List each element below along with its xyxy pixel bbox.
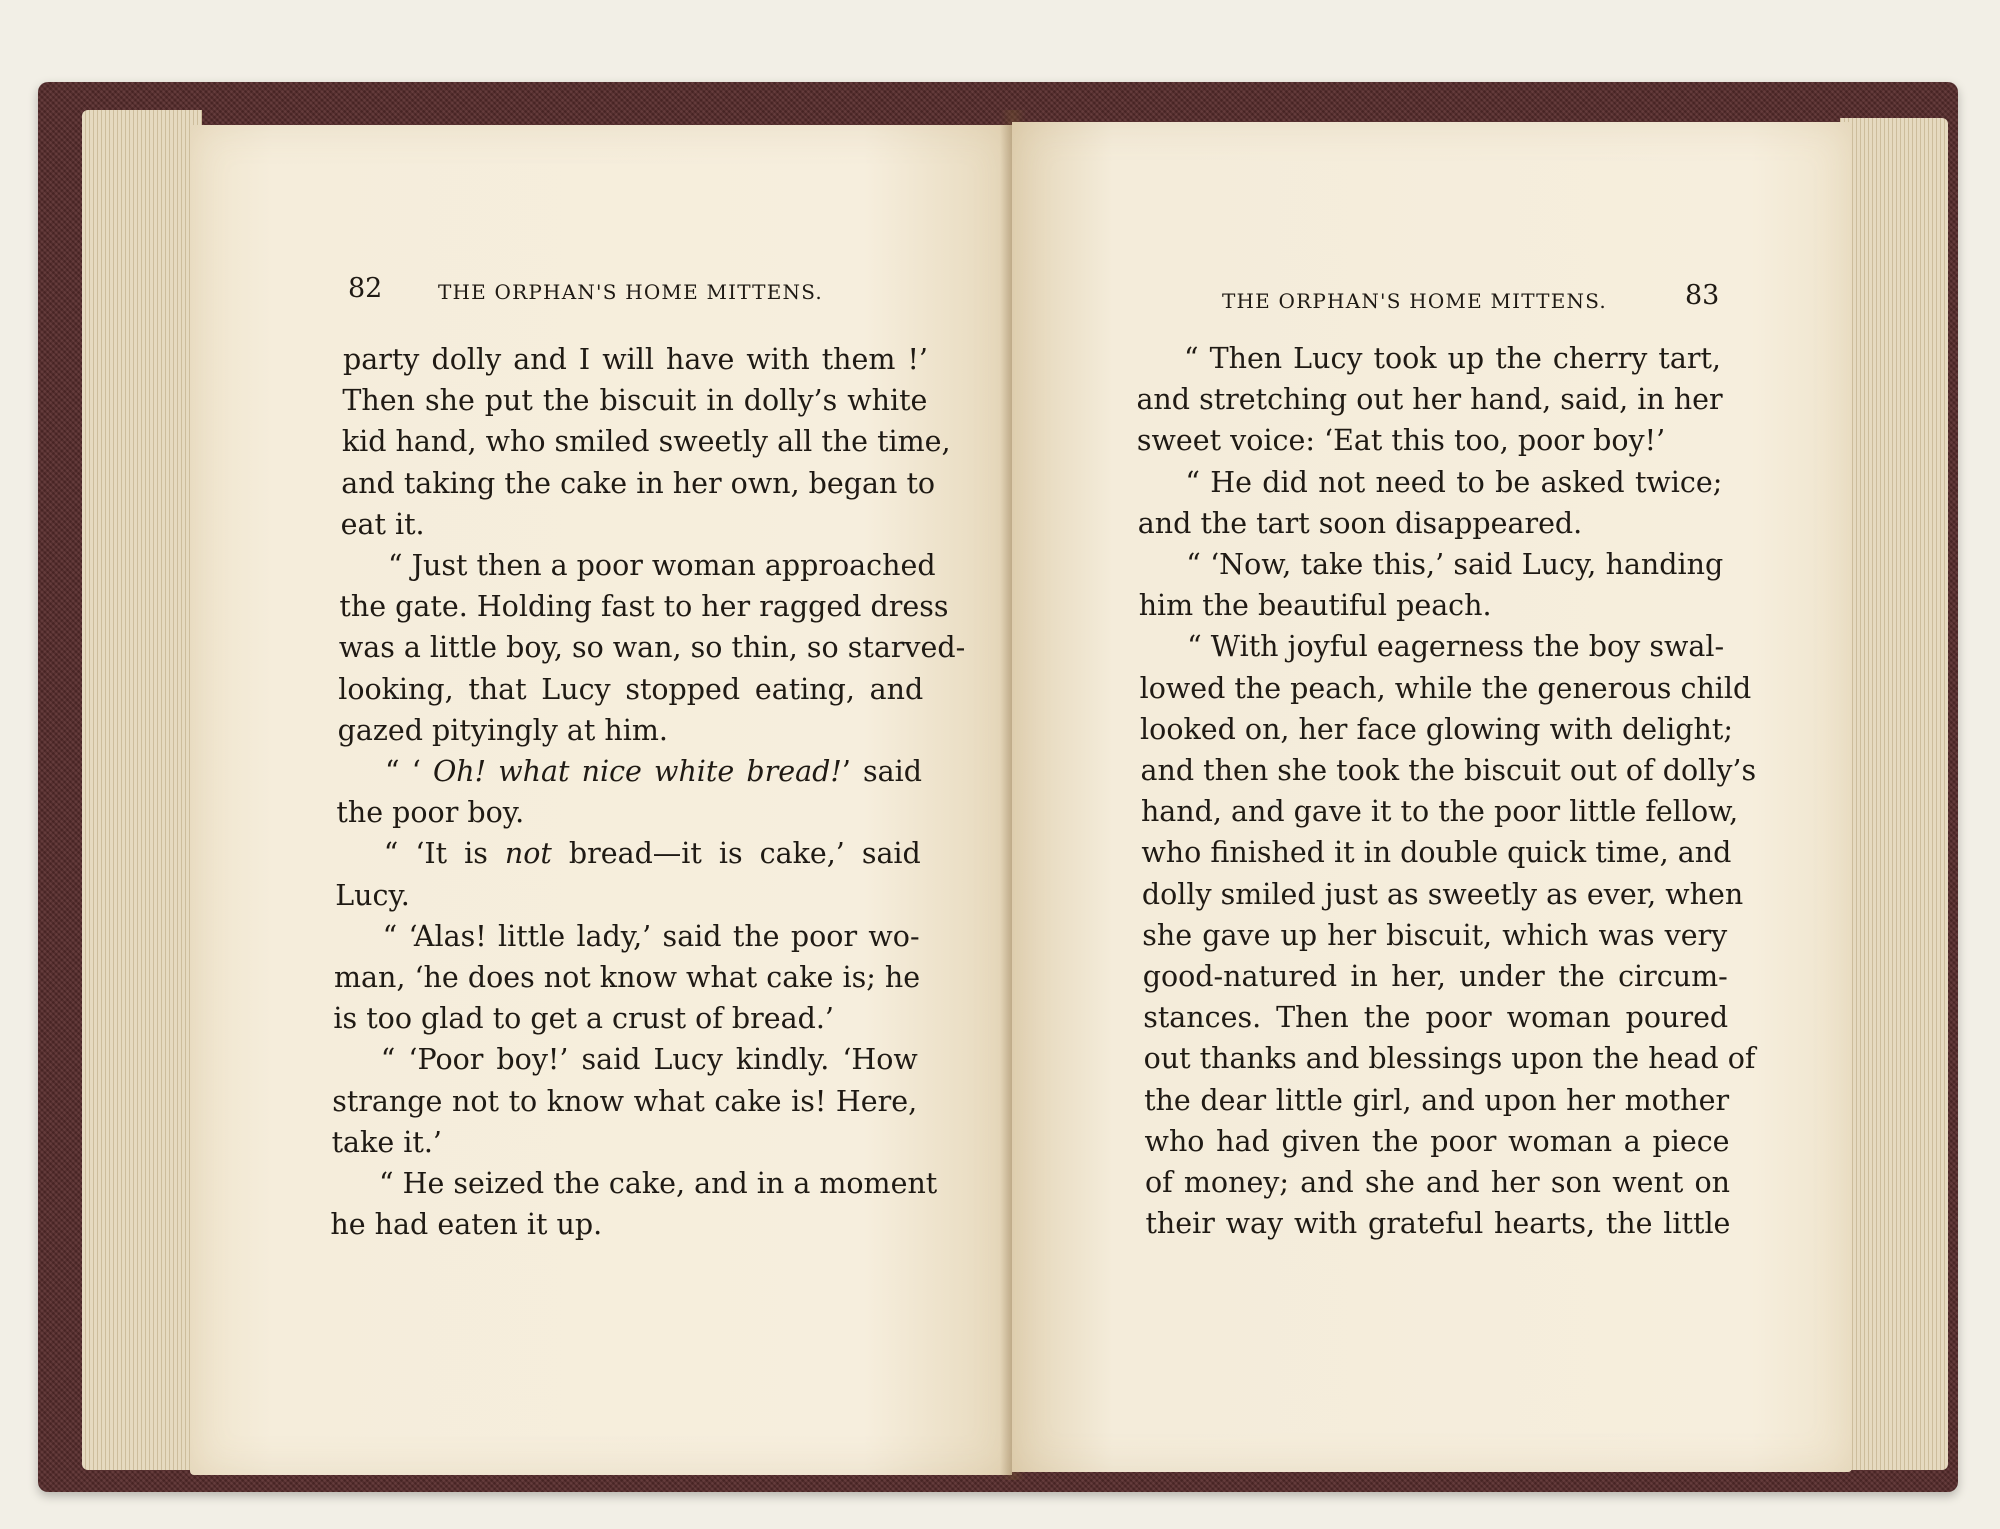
text-line: “ ‘Poor boy!’ said Lucy kindly. ‘How <box>380 1043 918 1077</box>
text-line: sweet voice: ‘Eat this too, poor boy!’ <box>1136 424 1666 458</box>
text-line: “ ‘It is not bread—it is cake,’ said <box>383 837 921 871</box>
page-number-left: 82 <box>348 273 383 304</box>
running-head-left: THE ORPHAN'S HOME MITTENS. <box>438 280 823 304</box>
text-line: out thanks and blessings upon the head of <box>1143 1042 1756 1076</box>
right-page <box>1012 122 1852 1472</box>
text-line: “ He seized the cake, and in a moment <box>379 1167 938 1200</box>
text-line: and the tart soon disappeared. <box>1137 506 1583 540</box>
text-line: “ With joyful eagerness the boy swal- <box>1187 630 1725 664</box>
text-line: the poor boy. <box>336 796 525 830</box>
text-line: eat it. <box>340 507 425 541</box>
text-line: strange not to know what cake is! Here, <box>332 1084 918 1118</box>
text-line: kid hand, who smiled sweetly all the time, <box>341 425 951 459</box>
page-number-right: 83 <box>1685 280 1720 311</box>
text-line: “ ‘ Oh! what nice white bread!’ said <box>385 755 922 788</box>
text-line: their way with grateful hearts, the little <box>1145 1207 1731 1241</box>
text-line: she gave up her biscuit, which was very <box>1142 918 1728 952</box>
text-line: stances. Then the poor woman poured <box>1143 1001 1729 1035</box>
text-line: and then she took the biscuit out of dolly’s <box>1140 754 1757 787</box>
text-line: good-natured in her, under the circum- <box>1142 960 1728 993</box>
text-line: “ ‘Now, take this,’ said Lucy, handing <box>1186 548 1724 581</box>
running-head-right: THE ORPHAN'S HOME MITTENS. <box>1222 289 1607 313</box>
text-line: who had given the poor woman a piece <box>1144 1124 1730 1158</box>
text-line: dolly smiled just as sweetly as ever, when <box>1141 877 1744 911</box>
text-line: of money; and she and her son went on <box>1145 1166 1730 1199</box>
text-line: him the beautiful peach. <box>1138 589 1492 623</box>
text-line: gazed pityingly at him. <box>337 713 668 747</box>
text-line: lowed the peach, while the generous child <box>1139 671 1752 705</box>
text-line: “ He did not need to be asked twice; <box>1185 465 1723 499</box>
text-line: he had eaten it up. <box>330 1208 603 1242</box>
text-line: hand, and gave it to the poor little fellow, <box>1140 795 1739 829</box>
page-edges-right <box>1840 118 1948 1470</box>
text-line: party dolly and I will have with them !’ <box>343 343 928 376</box>
text-line: man, ‘he does not know what cake is; he <box>334 961 921 994</box>
left-page <box>190 125 1012 1475</box>
text-line: looking, that Lucy stopped eating, and <box>338 672 924 706</box>
text-line: who finished it in double quick time, and <box>1141 836 1732 870</box>
text-line: the dear little girl, and upon her mother <box>1144 1083 1730 1117</box>
text-line: is too glad to get a crust of bread.’ <box>333 1002 834 1036</box>
text-line: the gate. Holding fast to her ragged dress <box>339 590 949 624</box>
text-line: “ Then Lucy took up the cherry tart, <box>1184 342 1721 375</box>
text-line: and taking the cake in her own, began to <box>341 466 936 500</box>
text-line: Then she put the biscuit in dolly’s white <box>342 384 928 418</box>
text-line: take it.’ <box>331 1125 442 1159</box>
text-line: “ ‘Alas! little lady,’ said the poor wo- <box>382 919 920 953</box>
text-line: was a little boy, so wan, so thin, so starved- <box>338 631 966 665</box>
text-line: and stretching out her hand, said, in her <box>1136 383 1723 417</box>
text-line: Lucy. <box>335 878 410 912</box>
text-line: looked on, her face glowing with delight; <box>1140 712 1733 746</box>
text-line: “ Just then a poor woman approached <box>388 549 936 582</box>
page-edges-left <box>82 110 202 1470</box>
